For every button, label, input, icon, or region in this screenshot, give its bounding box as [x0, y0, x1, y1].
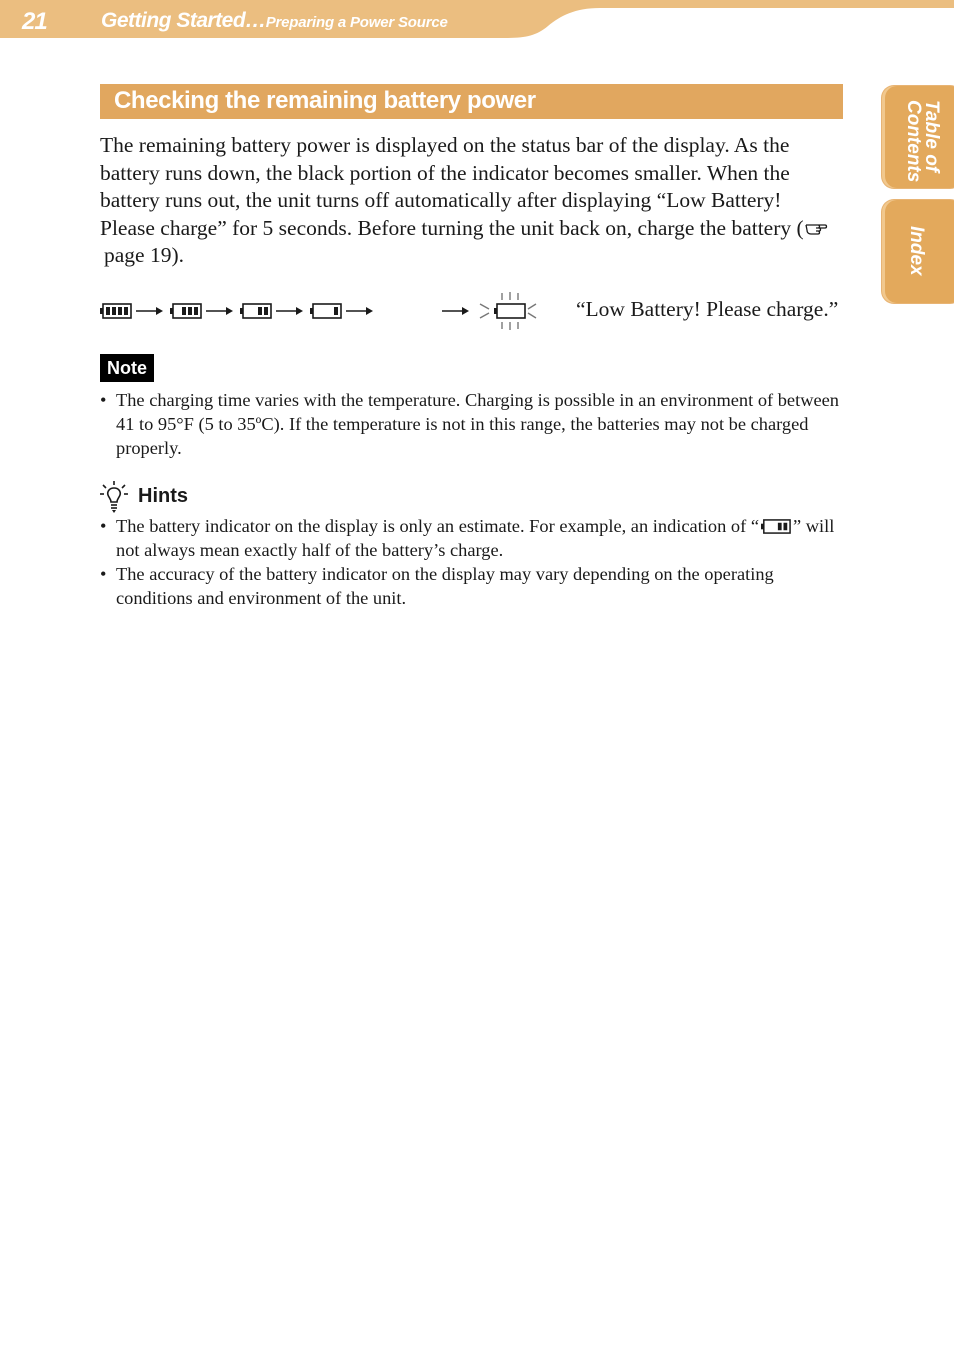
header-title	[101, 9, 448, 33]
hint-item-text-end: ” will not always mean exactly half of the battery’s charge.	[116, 516, 835, 560]
battery-three-quarter-icon	[170, 303, 202, 319]
lightbulb-icon	[100, 481, 128, 513]
page-reference-link[interactable]: page 19	[104, 243, 172, 267]
arrow-right-icon	[206, 304, 234, 318]
pointing-hand-icon	[804, 219, 828, 237]
section-heading: Checking the remaining battery power	[114, 87, 536, 114]
tab-table-of-contents-label: Table of Contents	[903, 100, 942, 183]
low-battery-message: “Low Battery! Please charge.”	[576, 297, 839, 321]
arrow-right-icon	[346, 304, 374, 318]
body-paragraph	[100, 132, 830, 270]
header-subsection: Preparing a Power Source	[265, 14, 448, 31]
page-number: 21	[22, 8, 47, 35]
battery-sequence	[100, 292, 840, 330]
tab-table-of-contents[interactable]	[882, 86, 954, 188]
body-text: The remaining battery power is displayed on the status bar of the display. As the battery runs down, the black portion of the indicator becomes smaller. When the battery runs out, the unit turns off automatically after displaying “Low Battery! Please charge” for 5 seconds. Before turning the unit back on, charge the battery (	[100, 133, 804, 240]
note-badge: Note	[100, 354, 154, 382]
arrow-right-icon	[442, 304, 470, 318]
note-item: • The charging time varies with the temperature. Charging is possible in an environment of between 41 to 95°F (5 to 35ºC). If the temperature is not in this range, the batteries may not be charged properly.	[100, 388, 840, 460]
section-heading-bar	[100, 84, 843, 119]
tab-index-label: Index	[906, 226, 927, 276]
arrow-right-icon	[136, 304, 164, 318]
hint-item-text: The battery indicator on the display is only an estimate. For example, an indication of “	[116, 516, 759, 536]
battery-half-icon	[761, 519, 791, 534]
hint-item	[100, 514, 840, 562]
battery-low-icon	[310, 303, 342, 319]
hint-item: • The accuracy of the battery indicator on the display may vary depending on the operating conditions and environment of the unit.	[100, 562, 840, 610]
battery-half-icon	[240, 303, 272, 319]
page-header	[0, 0, 954, 40]
tab-index[interactable]	[882, 200, 954, 303]
body-text-end: ).	[171, 243, 185, 267]
battery-empty-blinking-icon	[478, 292, 538, 330]
note-list	[100, 388, 840, 460]
hints-list	[100, 514, 840, 610]
arrow-right-icon	[276, 304, 304, 318]
hints-title: Hints	[138, 485, 188, 507]
battery-full-icon	[100, 303, 132, 319]
header-section: Getting Started…	[101, 9, 266, 32]
